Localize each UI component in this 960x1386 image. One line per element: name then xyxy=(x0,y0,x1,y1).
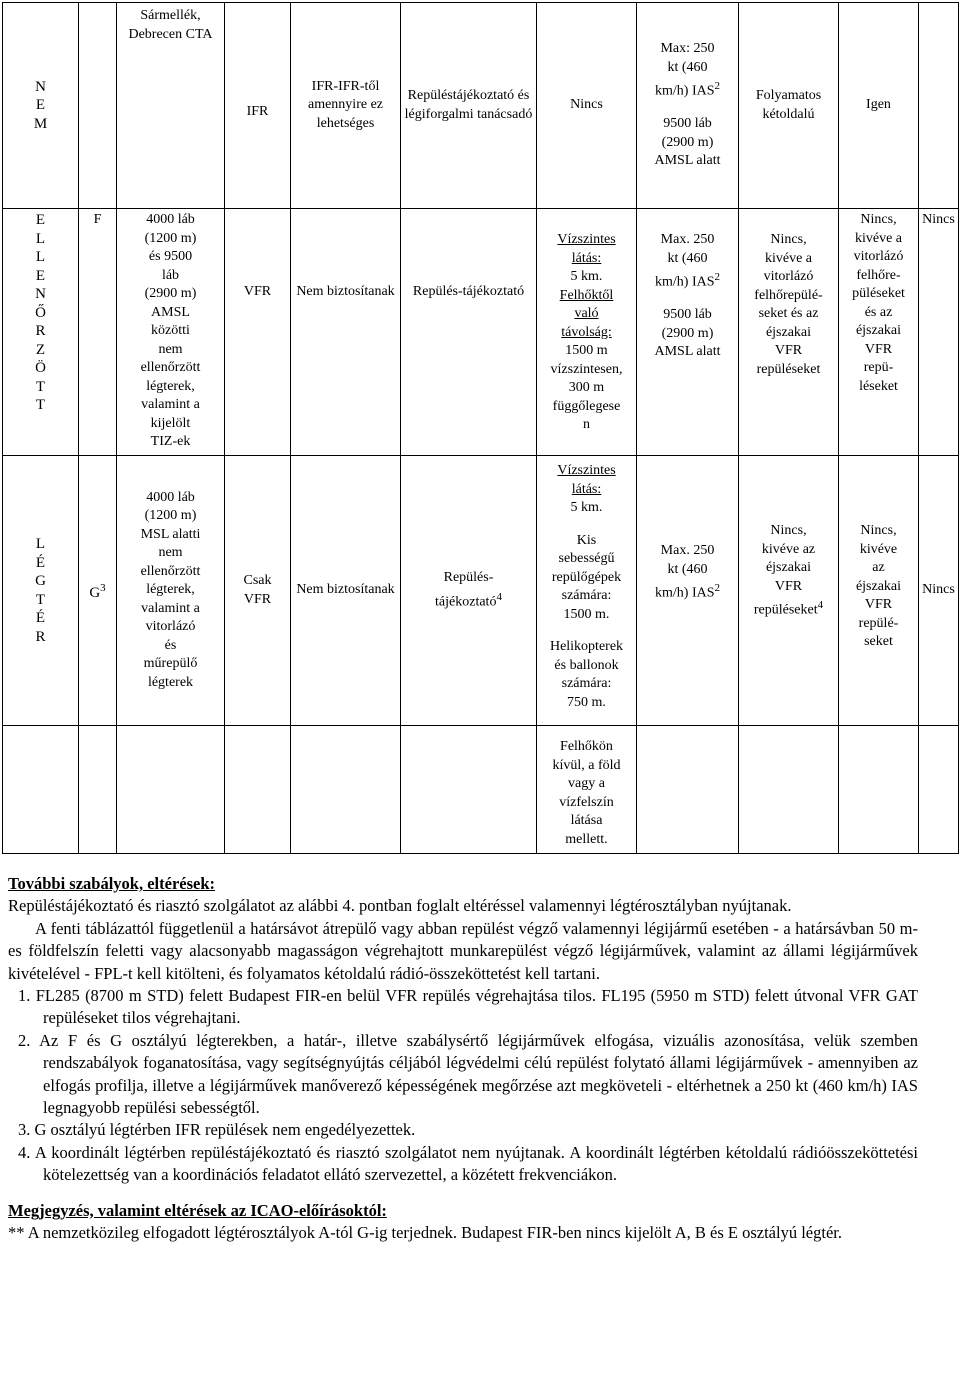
clearance-cell: Nincs, kivéve a vitorlázó felhőre- püléseket és az éjszakai VFR repü- léseket xyxy=(839,209,919,456)
vmc-extra-cell: Felhőkön kívül, a föld vagy a vízfelszín látása mellett. xyxy=(537,726,637,854)
empty-cell xyxy=(79,726,117,854)
notes-item: 3. G osztályú légtérben IFR repülések nem engedélyezettek. xyxy=(18,1120,416,1140)
separation-cell: Nem biztosítanak xyxy=(291,209,401,456)
airspace-cell: Sármellék, Debrecen CTA xyxy=(117,3,225,209)
empty-cell xyxy=(919,726,959,854)
empty-cell xyxy=(117,726,225,854)
flight-type-cell: Csak VFR xyxy=(225,456,291,726)
airspace-cell: 4000 láb (1200 m) MSL alatti nem ellenőrzött légterek, valamint a vitorlázó és műrepülő légterek xyxy=(117,456,225,726)
services-cell: Repülés- tájékoztató$^4$ xyxy=(401,456,537,726)
vmc-cell: Vízszintes látás: 5 km. Kis sebességű repülőgépek számára: 1500 m. Helikopterek és ballonok számára: 750 m. xyxy=(537,456,637,726)
notes-item: 4. A koordinált légtérben repüléstájékoztató és riasztó szolgálatot nem nyújtanak. A koordinált légtérben kétoldalú rádióösszeköttetési kötelezettség van a koordinációs feladatot ellátó szervezettel, a közétett frekvenciákon. xyxy=(18,1142,918,1185)
class-letter-cell xyxy=(79,3,117,209)
table-row xyxy=(3,209,959,456)
notes-paragraph: Repüléstájékoztató és riasztó szolgálatot az alábbi 4. pontban foglalt eltéréssel valamennyi légtérosztályban nyújtanak. xyxy=(8,896,792,916)
class-letters-cell: E L L E N Ő R Z Ö T T xyxy=(3,209,79,456)
class-letter-cell: $G^3$ xyxy=(79,456,117,726)
speed-limit-cell: Max. 250 kt (460 km/h) IAS$^2$ 9500 láb (2900 m) AMSL alatt xyxy=(637,209,739,456)
class-letters-cell: N E M xyxy=(3,3,79,209)
radio-cell: Nincs, kivéve a vitorlázó felhőrepülé- seket és az éjszakai VFR repüléseket xyxy=(739,209,839,456)
radio-cell: Folyamatos kétoldalú xyxy=(739,3,839,209)
empty-cell xyxy=(3,726,79,854)
vmc-cell: Vízszintes látás: 5 km. Felhőktől való távolság: 1500 m vízszintesen, 300 m függőlegese n xyxy=(537,209,637,456)
remark-text: ** A nemzetközileg elfogadott légtérosztályok A-tól G-ig terjednek. Budapest FIR-ben nincs kijelölt A, B és E osztályú légtér. xyxy=(8,1223,842,1243)
radio-cell: Nincs, kivéve az éjszakai VFR repüléseket$^4$ xyxy=(739,456,839,726)
speed-limit-cell: Max: 250 kt (460 km/h) IAS$^2$ 9500 láb (2900 m) AMSL alatt xyxy=(637,3,739,209)
vmc-cell: Nincs xyxy=(537,3,637,209)
empty-cell xyxy=(291,726,401,854)
extra-cell: Nincs xyxy=(919,209,959,456)
airspace-classes-table xyxy=(2,2,959,854)
table-row xyxy=(3,726,959,854)
empty-cell xyxy=(739,726,839,854)
remark-heading: Megjegyzés, valamint eltérések az ICAO-előírásoktól: xyxy=(8,1200,387,1220)
notes-paragraph: A fenti táblázattól függetlenül a határsávot átrepülő vagy abban repülést végző valamennyi légijármű esetében - a határsávban 50 m-es földfelszín feletti vagy alacsonyabb magasságon végrehajtott munkarepülést végző légijárművek, valamint az állami légijárművek kivételével - FPL-t kell kitölteni, és folyamatos kétoldalú rádió-összeköttetést kell tartani. xyxy=(8,918,918,983)
class-letter-cell: F xyxy=(79,209,117,456)
separation-cell: Nem biztosítanak xyxy=(291,456,401,726)
separation-cell: IFR-IFR-től amennyire ez lehetséges xyxy=(291,3,401,209)
table-row xyxy=(3,3,959,209)
empty-cell xyxy=(225,726,291,854)
flight-type-cell: IFR xyxy=(225,3,291,209)
extra-cell: Nincs xyxy=(919,456,959,726)
empty-cell xyxy=(839,726,919,854)
table-row xyxy=(3,456,959,726)
class-letters-cell: L É G T É R xyxy=(3,456,79,726)
empty-cell xyxy=(637,726,739,854)
extra-cell xyxy=(919,3,959,209)
airspace-cell: 4000 láb (1200 m) és 9500 láb (2900 m) AMSL közötti nem ellenőrzött légterek, valamint a kijelölt TIZ-ek xyxy=(117,209,225,456)
rules-notes xyxy=(8,873,918,1245)
clearance-cell: Igen xyxy=(839,3,919,209)
speed-limit-cell: Max. 250 kt (460 km/h) IAS$^2$ xyxy=(637,456,739,726)
notes-item: 1. FL285 (8700 m STD) felett Budapest FIR-en belül VFR repülés végrehajtása tilos. FL195 (5950 m STD) felett útvonal VFR GAT repüléseket tilos végrehajtani. xyxy=(18,986,918,1028)
notes-heading: További szabályok, eltérések: xyxy=(8,874,216,893)
services-cell: Repüléstájékoztató és légiforgalmi tanácsadó xyxy=(401,3,537,209)
clearance-cell: Nincs, kivéve az éjszakai VFR repülé- seket xyxy=(839,456,919,726)
flight-type-cell: VFR xyxy=(225,209,291,456)
services-cell: Repülés-tájékoztató xyxy=(401,209,537,456)
empty-cell xyxy=(401,726,537,854)
notes-item: 2. Az F és G osztályú légterekben, a határ-, illetve szabálysértő légijárművek elfogása, vizuális azonosítása, velük szemben rendszabályok foganatosítása, vagy segítségnyújtás céljából légvédelmi célú repülést folytató állami légijárművek - amennyiben az elfogás profilja, illetve a légijárművek manőverező képességének megőrzése azt megköveteli - eltérhetnek a 250 kt (460 km/h) IAS legnagyobb repülési sebességtől. xyxy=(18,1030,918,1118)
